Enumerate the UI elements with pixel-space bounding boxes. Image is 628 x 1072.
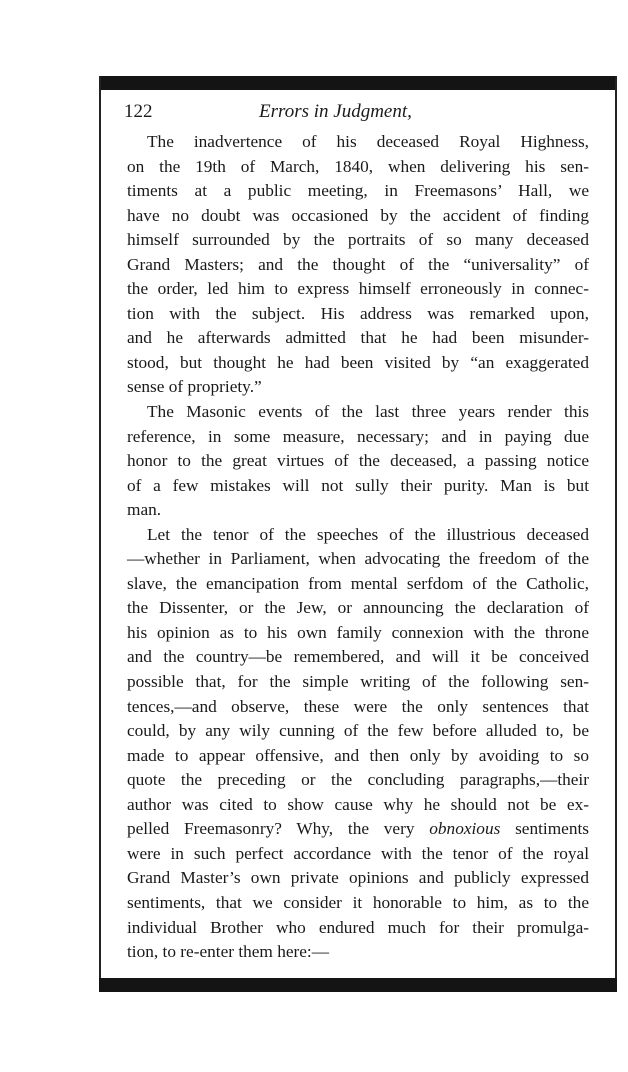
body-text <box>127 130 589 965</box>
text-line: Grand Masters; and the thought of the “universality” of <box>127 254 589 274</box>
text-line: man. <box>127 500 162 520</box>
text-line: and the country—be remembered, and will it be conceived <box>127 647 589 667</box>
text-line: stood, but thought he had been visited by “an exaggerated <box>127 352 589 372</box>
page-number: 122 <box>124 101 153 122</box>
text-line: and he afterwards admitted that he had been misunder- <box>127 328 589 348</box>
text-line: made to appear offensive, and then only by avoiding to so <box>127 745 589 765</box>
text-line: possible that, for the simple writing of the following sen- <box>127 672 589 692</box>
text-line: tion with the subject. His address was remarked upon, <box>127 303 589 323</box>
text-line: tion, to re-enter them here:— <box>127 942 330 962</box>
text-line: his opinion as to his own family connexion with the throne <box>127 622 589 642</box>
text-line: timents at a public meeting, in Freemasons’ Hall, we <box>127 181 589 201</box>
paragraph-2 <box>127 400 589 523</box>
text-line: have no doubt was occasioned by the accident of finding <box>127 205 589 225</box>
running-head <box>124 101 590 125</box>
paragraph-1 <box>127 130 589 400</box>
text-line: the order, led him to express himself erroneously in connec- <box>127 279 589 299</box>
text-line: Let the tenor of the speeches of the illustrious deceased <box>147 524 589 544</box>
text-line: author was cited to show cause why he should not be ex- <box>127 794 589 814</box>
text-line: The inadvertence of his deceased Royal Highness, <box>147 132 589 151</box>
text-line: reference, in some measure, necessary; and in paying due <box>127 426 589 446</box>
text-line: The Masonic events of the last three years render this <box>147 402 589 422</box>
running-title: Errors in Judgment, <box>259 101 412 122</box>
text-line: himself surrounded by the portraits of so many deceased <box>127 230 589 250</box>
text-line: were in such perfect accordance with the tenor of the royal <box>127 843 589 863</box>
text-line: on the 19th of March, 1840, when delivering his sen- <box>127 156 589 176</box>
text-line: of a few mistakes will not sully their purity. Man is but <box>127 475 589 495</box>
text-line: tences,—and observe, these were the only sentences that <box>127 696 589 716</box>
text-line: quote the preceding or the concluding paragraphs,—their <box>127 770 589 790</box>
paragraph-3 <box>127 523 589 965</box>
text-line: Grand Master’s own private opinions and publicly expressed <box>127 868 589 888</box>
text-line: honor to the great virtues of the deceased, a passing notice <box>127 451 589 471</box>
text-line: the Dissenter, or the Jew, or announcing the declaration of <box>127 598 589 618</box>
text-line: could, by any wily cunning of the few before alluded to, be <box>127 721 589 741</box>
emphasis: obnoxious <box>429 819 501 839</box>
bottom-rule <box>99 978 617 992</box>
text-line: individual Brother who endured much for their promulga- <box>127 917 589 937</box>
text-line: sentiments, that we consider it honorable to him, as to the <box>127 892 589 912</box>
text-line: slave, the emancipation from mental serfdom of the Catholic, <box>127 573 589 593</box>
text-line: —whether in Parliament, when advocating the freedom of the <box>127 549 589 569</box>
text-line: sense of propriety.” <box>127 377 262 397</box>
text-line: pelled Freemasonry? Why, the very obnoxious sentiments <box>127 819 589 839</box>
